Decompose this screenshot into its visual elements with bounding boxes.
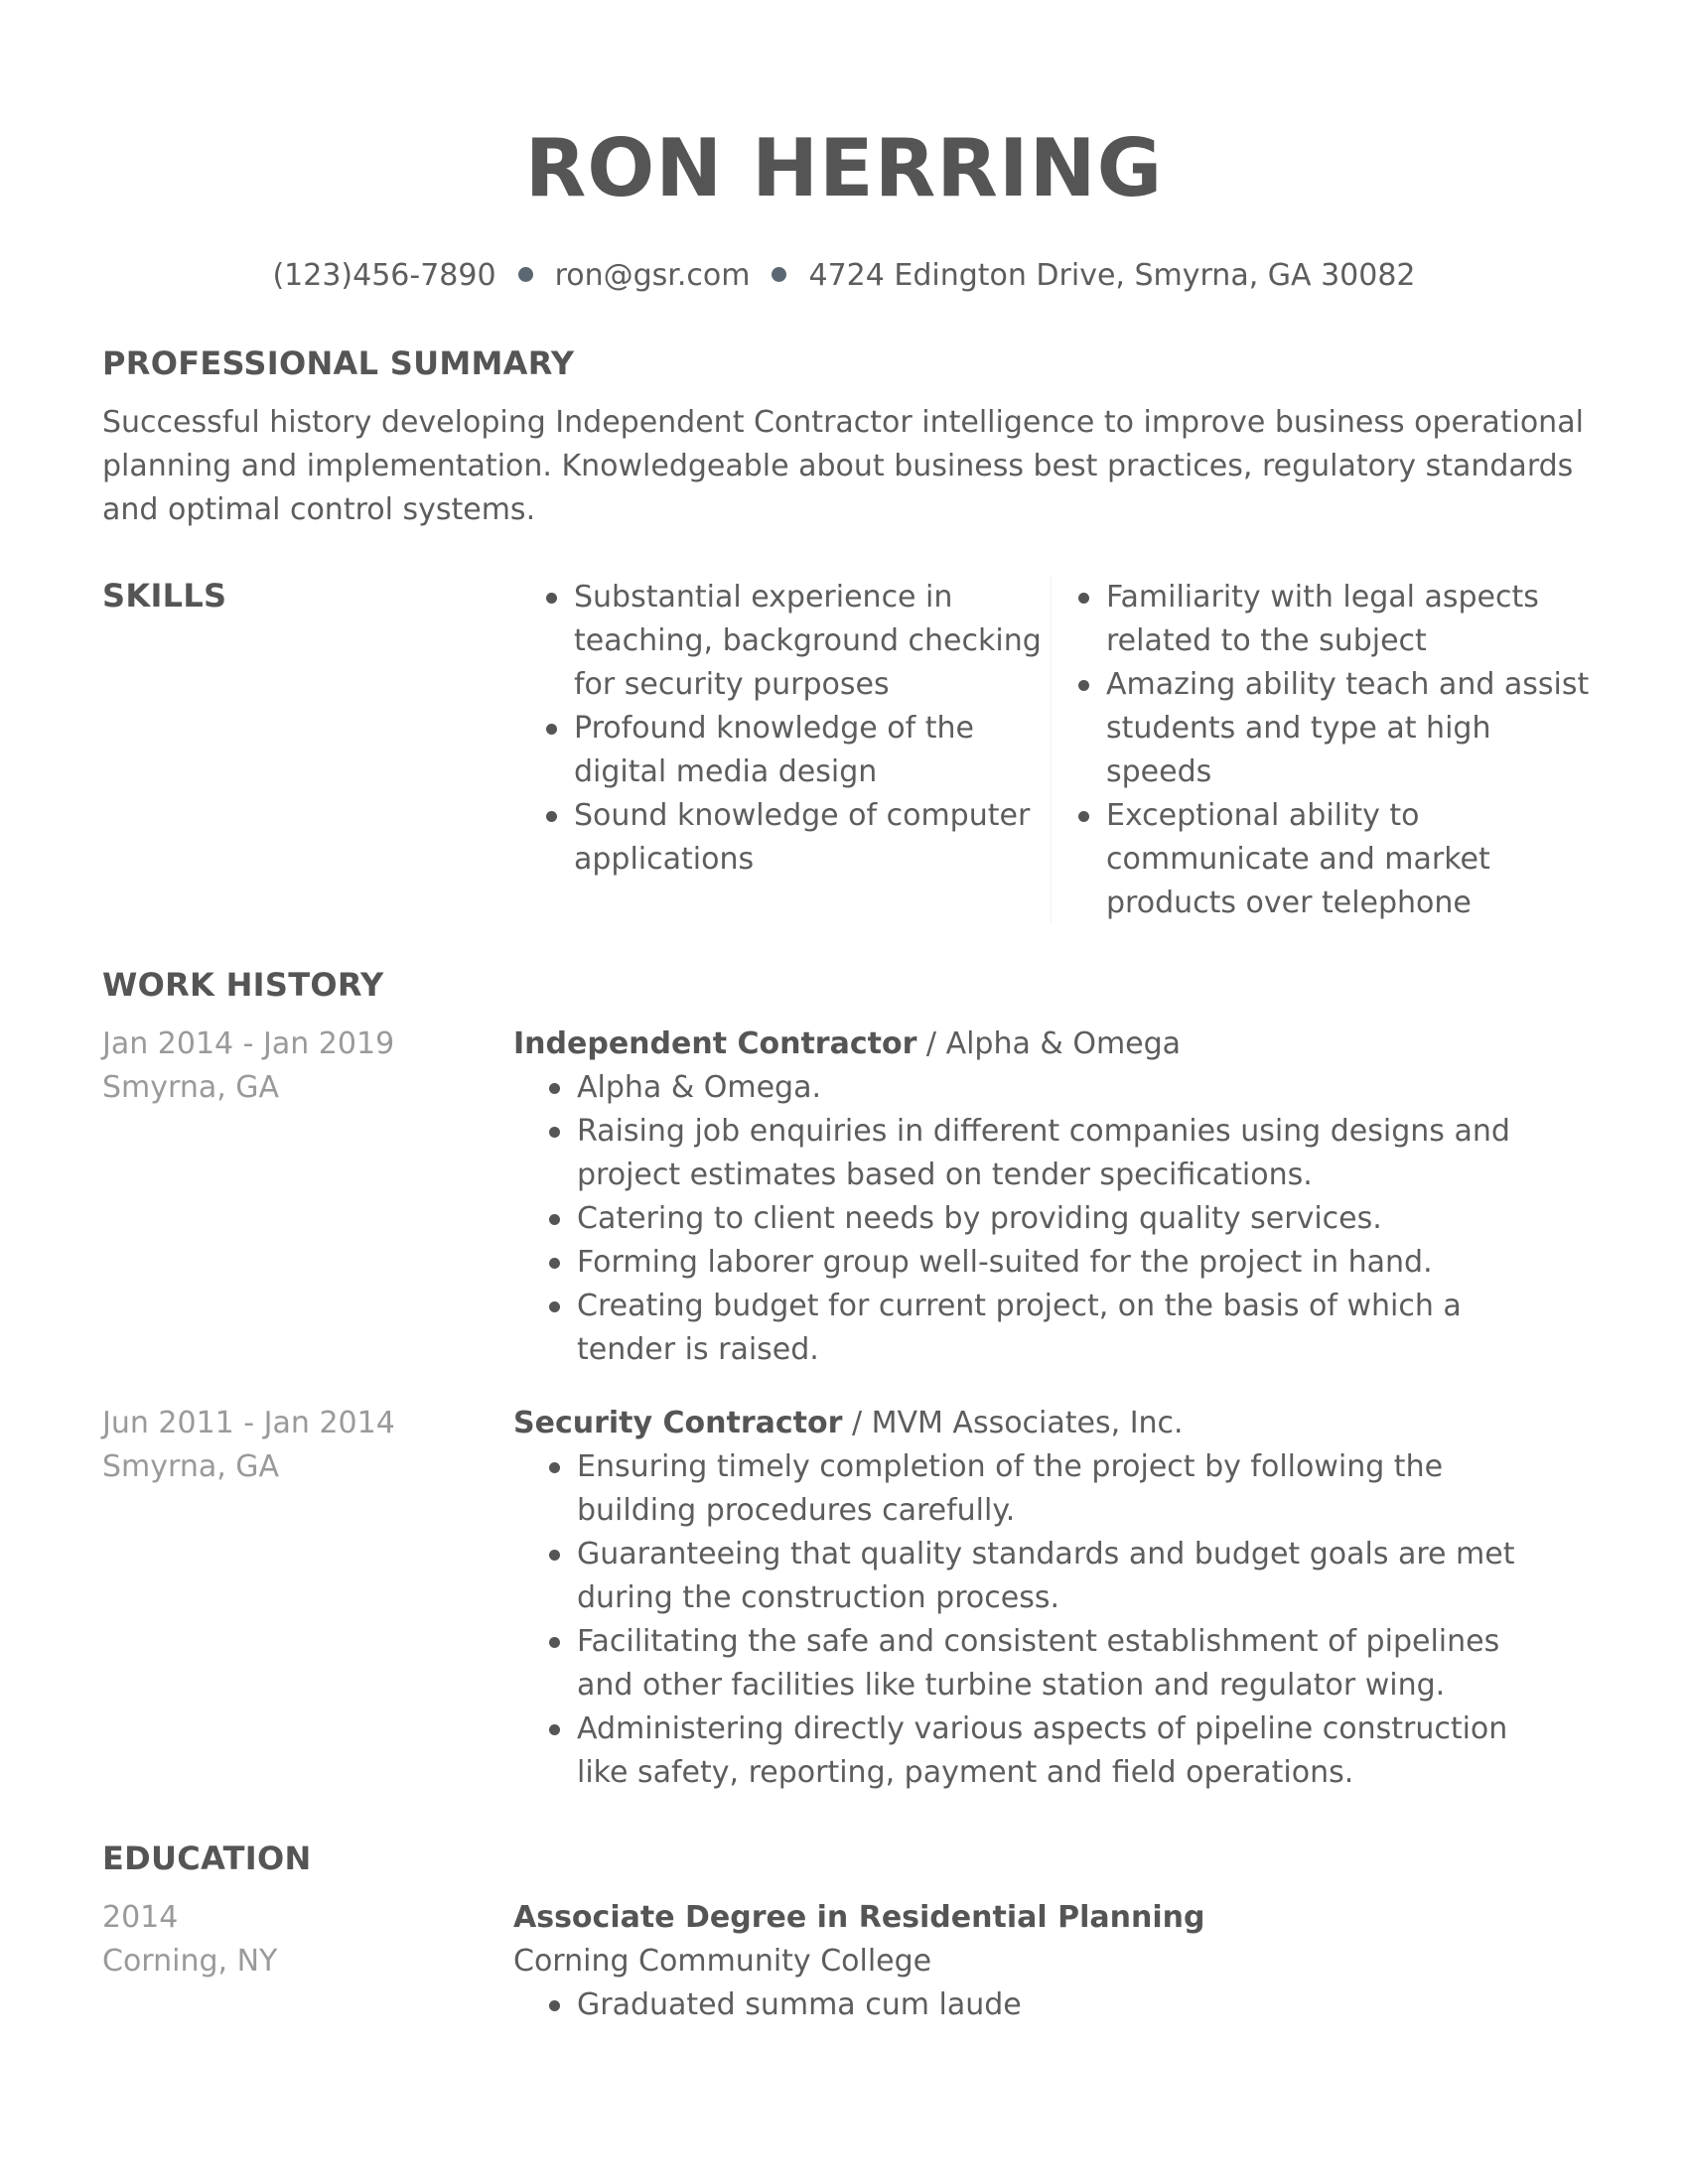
candidate-name: RON HERRING: [524, 122, 1164, 214]
job-separator: /: [916, 1026, 946, 1061]
job-bullet: Forming laborer group well-suited for the project in hand.: [549, 1241, 1556, 1285]
street-address: 4724 Edington Drive, Smyrna, GA 30082: [808, 258, 1416, 293]
job-separator: /: [842, 1406, 872, 1440]
job-heading: [513, 1023, 1556, 1066]
job-bullet: Facilitating the safe and consistent establishment of pipelines and other facilities like turbine station and regulator wing.: [549, 1620, 1556, 1707]
job-dates: Jun 2011 - Jan 2014: [102, 1406, 395, 1440]
skills-column-2: [1078, 576, 1595, 925]
education-heading: EDUCATION: [102, 1840, 312, 1877]
job-bullet: Alpha & Omega.: [549, 1066, 1556, 1110]
job-bullet: Guaranteeing that quality standards and budget goals are met during the construction process.: [549, 1533, 1556, 1620]
education-location: Corning, NY: [102, 1944, 278, 1979]
skill-item: Profound knowledge of the digital media design: [546, 707, 1043, 794]
job-bullet: Administering directly various aspects of pipeline construction like safety, reporting, payment and field operations.: [549, 1707, 1556, 1795]
work-history-heading: WORK HISTORY: [102, 966, 384, 1004]
education-meta: [102, 1896, 499, 1983]
skill-item: Amazing ability teach and assist students and type at high speeds: [1078, 663, 1595, 794]
skills-heading: SKILLS: [102, 577, 227, 614]
skills-column-1: [546, 576, 1043, 882]
skill-item: Exceptional ability to communicate and market products over telephone: [1078, 794, 1595, 925]
education-bullet: Graduated summa cum laude: [549, 1983, 1556, 2027]
phone-number: (123)456-7890: [272, 258, 496, 293]
skill-item: Familiarity with legal aspects related to the subject: [1078, 576, 1595, 663]
job-bullet: Catering to client needs by providing quality services.: [549, 1197, 1556, 1241]
email-address: ron@gsr.com: [554, 258, 751, 293]
contact-line: [0, 256, 1688, 296]
job-location: Smyrna, GA: [102, 1070, 280, 1105]
job-meta: [102, 1402, 499, 1489]
summary-heading: PROFESSIONAL SUMMARY: [102, 344, 575, 382]
job-location: Smyrna, GA: [102, 1449, 280, 1484]
job-bullet: Ensuring timely completion of the project by following the building procedures carefully.: [549, 1445, 1556, 1533]
job-title: Security Contractor: [513, 1406, 843, 1440]
skills-divider: [1051, 576, 1052, 923]
summary-text: Successful history developing Independent Contractor intelligence to improve business operational planning and implementation. Knowledgeable about business best practices, regulatory standards and optimal control systems.: [102, 405, 1584, 527]
job-entry: [513, 1402, 1556, 1795]
degree-title: Associate Degree in Residential Planning: [513, 1900, 1205, 1935]
skill-item: Substantial experience in teaching, background checking for security purposes: [546, 576, 1043, 707]
job-company: Alpha & Omega: [945, 1026, 1182, 1061]
job-bullet: Raising job enquiries in different companies using designs and project estimates based on tender specifications.: [549, 1110, 1556, 1197]
job-bullet: Creating budget for current project, on the basis of which a tender is raised.: [549, 1285, 1556, 1372]
separator-dot-icon: [518, 267, 533, 282]
job-dates: Jan 2014 - Jan 2019: [102, 1026, 395, 1061]
separator-dot-icon: [772, 267, 786, 282]
job-meta: [102, 1023, 499, 1110]
job-heading: [513, 1402, 1556, 1445]
education-year: 2014: [102, 1900, 179, 1935]
job-entry: [513, 1023, 1556, 1372]
school-name: Corning Community College: [513, 1944, 932, 1979]
job-company: MVM Associates, Inc.: [871, 1406, 1184, 1440]
education-entry: [513, 1896, 1556, 2027]
job-title: Independent Contractor: [513, 1026, 917, 1061]
skill-item: Sound knowledge of computer applications: [546, 794, 1043, 882]
